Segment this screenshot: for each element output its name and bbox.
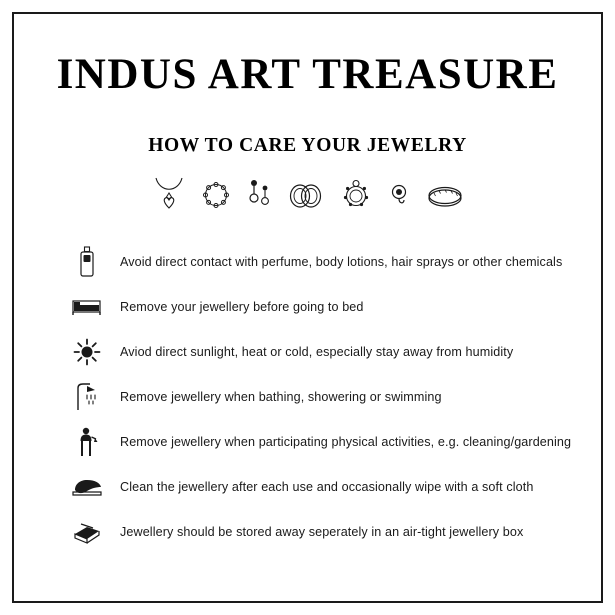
list-item-label: Remove jewellery when participating physical activities, e.g. cleaning/gardening: [120, 434, 572, 449]
list-item-label: Aviod direct sunlight, heat or cold, especially stay away from humidity: [120, 344, 514, 359]
cloth-wipe-icon: [64, 476, 110, 498]
list-item: [64, 239, 569, 284]
list-item: [64, 284, 569, 329]
interlocked-rings-icon: [286, 179, 326, 211]
list-item: [64, 329, 569, 374]
jewellery-box-icon: [64, 520, 110, 544]
list-item-label: Avoid direct contact with perfume, body lotions, hair sprays or other chemicals: [120, 254, 563, 269]
list-item: [64, 464, 569, 509]
person-gardening-icon: [64, 426, 110, 458]
care-tips-list: [40, 239, 575, 554]
perfume-bottle-icon: [64, 245, 110, 279]
beaded-bracelet-icon: [200, 179, 232, 211]
list-item: [64, 374, 569, 419]
list-item: [64, 419, 572, 464]
poster-content: [14, 14, 601, 601]
bangle-icon: [426, 183, 464, 211]
earring-pair-icon: [246, 177, 272, 211]
list-item-label: Jewellery should be stored away seperately in an air-tight jewellery box: [120, 524, 524, 539]
pendant-necklace-icon: [152, 175, 186, 211]
jewelry-icon-row: [40, 171, 575, 211]
stud-earring-icon: [386, 181, 412, 211]
gemstone-ring-icon: [340, 177, 372, 211]
shower-icon: [64, 382, 110, 412]
poster-border: [12, 12, 603, 603]
list-item-label: Clean the jewellery after each use and occasionally wipe with a soft cloth: [120, 479, 534, 494]
page-title: INDUS ART TREASURE: [56, 51, 559, 98]
list-item: [64, 509, 569, 554]
bed-icon: [64, 296, 110, 318]
poster-subtitle: HOW TO CARE YOUR JEWELRY: [148, 135, 467, 157]
list-item-label: Remove jewellery when bathing, showering or swimming: [120, 389, 442, 404]
sun-icon: [64, 338, 110, 366]
list-item-label: Remove your jewellery before going to bed: [120, 299, 364, 314]
